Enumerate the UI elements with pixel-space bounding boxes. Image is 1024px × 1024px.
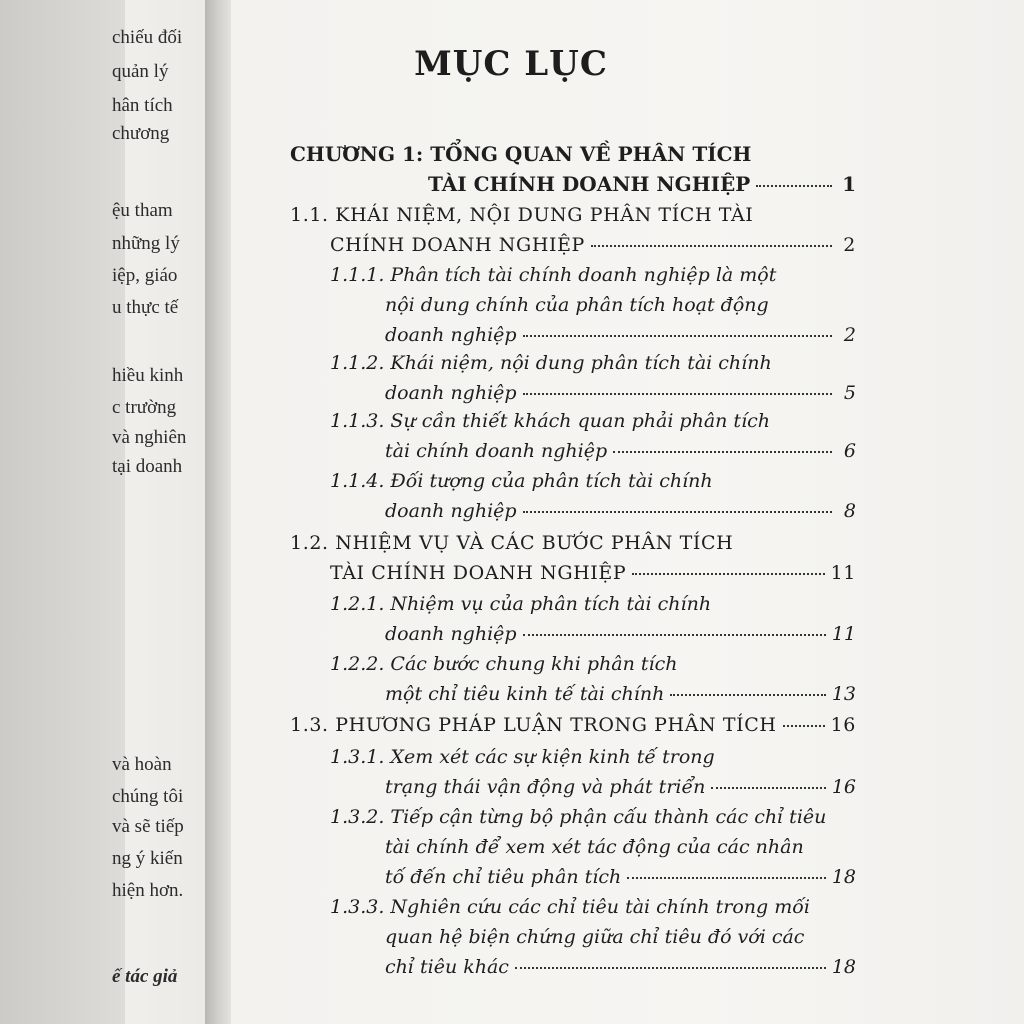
toc-page-number: 1 <box>842 172 856 196</box>
toc-entry-1-1-1 <box>290 260 856 350</box>
left-page-line: ệu tham <box>112 200 173 221</box>
toc-entry-text: trạng thái vận động và phát triển <box>385 776 706 798</box>
toc-page-number: 16 <box>830 714 856 736</box>
toc-entry-text: 1.3.2. Tiếp cận từng bộ phận cấu thành các chỉ tiêu <box>330 806 827 828</box>
toc-entry-1-1-2 <box>290 348 856 408</box>
toc-entry-text: 1.2.2. Các bước chung khi phân tích <box>330 653 678 675</box>
toc-entry-1-1-3 <box>290 406 856 466</box>
toc-entry-text: tố đến chỉ tiêu phân tích <box>385 866 622 888</box>
toc-leader-dots <box>756 185 832 187</box>
left-page-line: quản lý <box>112 61 169 82</box>
toc-entry-1-3-2 <box>290 802 856 892</box>
left-page-line: ng ý kiến <box>112 848 183 869</box>
toc-entry-text: 1.1.3. Sự cần thiết khách quan phải phân tích <box>330 410 771 432</box>
toc-page-number: 5 <box>843 382 856 404</box>
toc-entry-text: nội dung chính của phân tích hoạt động <box>385 294 769 316</box>
left-page-line: và hoàn <box>112 754 172 775</box>
toc-entry-text: CHÍNH DOANH NGHIỆP <box>330 234 585 256</box>
page-edge <box>0 0 125 1024</box>
toc-page-number: 16 <box>831 776 856 798</box>
left-page-line: và sẽ tiếp <box>112 816 184 837</box>
toc-entry-text: 1.3.1. Xem xét các sự kiện kinh tế trong <box>330 746 715 768</box>
toc-entry-text: CHƯƠNG 1: TỔNG QUAN VỀ PHÂN TÍCH <box>290 142 752 166</box>
left-page-line: hân tích <box>112 95 173 116</box>
toc-entry-text: 1.3. PHƯƠNG PHÁP LUẬN TRONG PHÂN TÍCH <box>290 714 777 736</box>
left-page-line: chương <box>112 123 170 144</box>
toc-entry-text: 1.2.1. Nhiệm vụ của phân tích tài chính <box>330 593 712 615</box>
toc-leader-dots <box>632 573 824 575</box>
toc-entry-text: doanh nghiệp <box>385 324 517 346</box>
toc-page-number: 11 <box>831 623 856 645</box>
toc-entry-1-1 <box>290 200 856 260</box>
toc-entry-text: 1.1.4. Đối tượng của phân tích tài chính <box>330 470 713 492</box>
toc-entry-text: 1.1.1. Phân tích tài chính doanh nghiệp là một <box>330 264 777 286</box>
toc-leader-dots <box>613 451 832 453</box>
toc-entry-1-2-2 <box>290 649 856 709</box>
toc-entry-1-3-1 <box>290 742 856 802</box>
toc-leader-dots <box>591 245 832 247</box>
toc-entry-1-2-1 <box>290 589 856 649</box>
toc-entry-text: doanh nghiệp <box>385 500 517 522</box>
toc-page-number: 2 <box>843 324 856 346</box>
toc-leader-dots <box>783 725 825 727</box>
toc-entry-text: quan hệ biện chứng giữa chỉ tiêu đó với các <box>385 926 805 948</box>
toc-page-number: 8 <box>843 500 856 522</box>
toc-entry-1-2 <box>290 528 856 588</box>
toc-entry-text: TÀI CHÍNH DOANH NGHIỆP <box>330 562 627 584</box>
left-page-line: ế tác giả <box>112 966 178 987</box>
toc-leader-dots <box>523 511 832 513</box>
left-page-line: hiện hơn. <box>112 880 184 901</box>
toc-leader-dots <box>523 634 826 636</box>
toc-page-number: 18 <box>831 956 856 978</box>
toc-leader-dots <box>627 877 826 879</box>
left-page-line: c trường <box>112 397 177 418</box>
toc-entry-text: doanh nghiệp <box>385 623 517 645</box>
toc-page-number: 11 <box>830 562 856 584</box>
toc-entry-1-3-3 <box>290 892 856 982</box>
toc-entry-text: chỉ tiêu khác <box>385 956 509 978</box>
toc-page-number: 13 <box>831 683 856 705</box>
toc-entry-text: TÀI CHÍNH DOANH NGHIỆP <box>428 172 751 196</box>
left-page-line: và nghiên <box>112 427 187 448</box>
toc-entry-text: 1.3.3. Nghiên cứu các chỉ tiêu tài chính trong mối <box>330 896 810 918</box>
toc-page-number: 6 <box>843 440 856 462</box>
left-page-line: những lý <box>112 233 180 254</box>
toc-entry-text: một chỉ tiêu kinh tế tài chính <box>385 683 665 705</box>
toc-leader-dots <box>711 787 825 789</box>
toc-page-number: 2 <box>843 234 856 256</box>
toc-entry-text: 1.2. NHIỆM VỤ VÀ CÁC BƯỚC PHÂN TÍCH <box>290 532 734 554</box>
toc-entry-text: tài chính để xem xét tác động của các nhân <box>385 836 804 858</box>
toc-entry-text: 1.1. KHÁI NIỆM, NỘI DUNG PHÂN TÍCH TÀI <box>290 204 754 226</box>
book-gutter <box>205 0 231 1024</box>
toc-leader-dots <box>523 335 832 337</box>
toc-entry-text: doanh nghiệp <box>385 382 517 404</box>
left-page-line: iệp, giáo <box>112 265 178 286</box>
toc-entry-text: tài chính doanh nghiệp <box>385 440 608 462</box>
toc-leader-dots <box>670 694 825 696</box>
left-page-line: chiếu đối <box>112 27 183 48</box>
page-title: MỤC LỤC <box>414 44 608 84</box>
left-page-line: tại doanh <box>112 456 183 477</box>
toc-leader-dots <box>515 967 826 969</box>
left-page-line: chúng tôi <box>112 786 184 807</box>
left-page-line: hiều kinh <box>112 365 184 386</box>
toc-leader-dots <box>523 393 832 395</box>
toc-page-number: 18 <box>831 866 856 888</box>
previous-page <box>0 0 205 1024</box>
toc-entry-text: 1.1.2. Khái niệm, nội dung phân tích tài chính <box>330 352 772 374</box>
toc-entry-1-3 <box>290 710 856 740</box>
left-page-line: u thực tế <box>112 297 179 318</box>
toc-entry-chapter-1 <box>290 139 856 199</box>
toc-entry-1-1-4 <box>290 466 856 526</box>
